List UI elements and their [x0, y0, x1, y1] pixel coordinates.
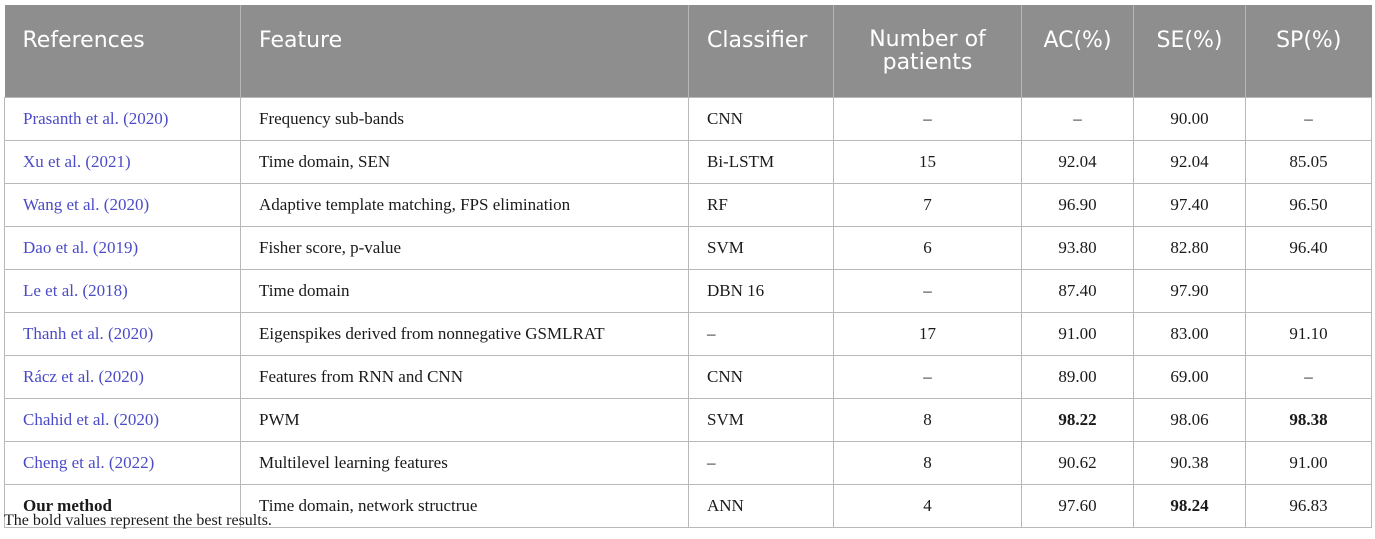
reference-cell[interactable] [5, 442, 241, 485]
se-cell: 92.04 [1134, 141, 1246, 184]
classifier-cell: Bi-LSTM [689, 141, 834, 184]
sp-cell: – [1246, 98, 1372, 141]
se-cell: 97.40 [1134, 184, 1246, 227]
reference-year-link[interactable]: 2020 [109, 195, 144, 214]
comparison-table [4, 5, 1372, 528]
reference-author-link[interactable]: Prasanth et al. ( [23, 109, 129, 128]
se-cell: 90.38 [1134, 442, 1246, 485]
table-row [5, 227, 1372, 270]
patients-cell: 4 [834, 485, 1022, 528]
sp-cell: 98.38 [1246, 399, 1372, 442]
sp-cell: 96.40 [1246, 227, 1372, 270]
feature-cell: Eigenspikes derived from nonnegative GSMLRAT [241, 313, 689, 356]
patients-cell: 8 [834, 442, 1022, 485]
patients-cell: 8 [834, 399, 1022, 442]
ac-cell: 87.40 [1022, 270, 1134, 313]
sp-cell: 91.00 [1246, 442, 1372, 485]
ac-cell: 90.62 [1022, 442, 1134, 485]
table-row [5, 184, 1372, 227]
se-cell: 90.00 [1134, 98, 1246, 141]
table-row [5, 270, 1372, 313]
table-row [5, 356, 1372, 399]
table-footnote: The bold values represent the best results. [4, 512, 272, 529]
classifier-cell: ANN [689, 485, 834, 528]
classifier-cell: DBN 16 [689, 270, 834, 313]
reference-author-link[interactable]: Xu et al. ( [23, 152, 91, 171]
classifier-cell: CNN [689, 356, 834, 399]
patients-cell: 17 [834, 313, 1022, 356]
reference-author-link[interactable]: Wang et al. ( [23, 195, 110, 214]
ac-cell: – [1022, 98, 1134, 141]
se-cell: 98.06 [1134, 399, 1246, 442]
ac-cell: 92.04 [1022, 141, 1134, 184]
feature-cell: Features from RNN and CNN [241, 356, 689, 399]
feature-cell: Time domain, SEN [241, 141, 689, 184]
reference-close-paren: ) [148, 453, 155, 472]
table-header-row [5, 5, 1372, 98]
reference-cell[interactable] [5, 98, 241, 141]
reference-author-link[interactable]: Chahid et al. ( [23, 410, 120, 429]
sp-cell: 91.10 [1246, 313, 1372, 356]
reference-year-link[interactable]: 2020 [113, 324, 148, 343]
patients-cell: 6 [834, 227, 1022, 270]
reference-cell[interactable] [5, 141, 241, 184]
header-sp: SP(%) [1246, 5, 1372, 98]
sp-cell: – [1246, 356, 1372, 399]
feature-cell: Fisher score, p-value [241, 227, 689, 270]
se-cell: 97.90 [1134, 270, 1246, 313]
classifier-cell: CNN [689, 98, 834, 141]
se-cell: 83.00 [1134, 313, 1246, 356]
se-cell: 98.24 [1134, 485, 1246, 528]
patients-cell: – [834, 356, 1022, 399]
ac-cell: 97.60 [1022, 485, 1134, 528]
table-row [5, 442, 1372, 485]
header-ac: AC(%) [1022, 5, 1134, 98]
reference-close-paren: ) [138, 367, 144, 386]
patients-cell: – [834, 98, 1022, 141]
reference-author-link[interactable]: Thanh et al. ( [23, 324, 114, 343]
comparison-table-container [4, 5, 1371, 528]
patients-cell: 15 [834, 141, 1022, 184]
sp-cell: 96.50 [1246, 184, 1372, 227]
reference-year-link[interactable]: 2018 [88, 281, 123, 300]
feature-cell: Time domain [241, 270, 689, 313]
header-se: SE(%) [1134, 5, 1246, 98]
reference-close-paren: ) [132, 238, 139, 257]
reference-close-paren: ) [162, 109, 169, 128]
reference-cell[interactable] [5, 270, 241, 313]
reference-year-link[interactable]: 2019 [98, 238, 133, 257]
reference-year-link[interactable]: 2021 [90, 152, 125, 171]
sp-cell: 96.83 [1246, 485, 1372, 528]
sp-cell [1246, 270, 1372, 313]
classifier-cell: – [689, 313, 834, 356]
se-cell: 69.00 [1134, 356, 1246, 399]
feature-cell: PWM [241, 399, 689, 442]
classifier-cell: SVM [689, 227, 834, 270]
patients-cell: – [834, 270, 1022, 313]
classifier-cell: – [689, 442, 834, 485]
header-references: References [5, 5, 241, 98]
header-number-of-patients: Number of patients [834, 5, 1022, 98]
reference-close-paren: ) [153, 410, 159, 429]
ac-cell: 89.00 [1022, 356, 1134, 399]
reference-close-paren: ) [124, 152, 131, 171]
reference-cell[interactable] [5, 184, 241, 227]
ac-cell: 91.00 [1022, 313, 1134, 356]
se-cell: 82.80 [1134, 227, 1246, 270]
ac-cell: 96.90 [1022, 184, 1134, 227]
classifier-cell: RF [689, 184, 834, 227]
table-row [5, 399, 1372, 442]
table-row [5, 313, 1372, 356]
reference-author-link[interactable]: Le et al. ( [23, 281, 89, 300]
sp-cell: 85.05 [1246, 141, 1372, 184]
reference-close-paren: ) [122, 281, 128, 300]
feature-cell: Multilevel learning features [241, 442, 689, 485]
ac-cell: 98.22 [1022, 399, 1134, 442]
reference-cell[interactable] [5, 313, 241, 356]
reference-author-link[interactable]: Dao et al. ( [23, 238, 99, 257]
reference-author-link[interactable]: Cheng et al. ( [23, 453, 115, 472]
reference-year-link[interactable]: 2020 [104, 367, 139, 386]
reference-cell[interactable] [5, 399, 241, 442]
reference-year-link[interactable]: 2020 [119, 410, 154, 429]
header-classifier: Classifier [689, 5, 834, 98]
reference-author-link[interactable]: Rácz et al. ( [23, 367, 105, 386]
reference-close-paren: ) [147, 324, 154, 343]
reference-year-link[interactable]: 2020 [128, 109, 163, 128]
our-method-reference-cell: Our method [5, 485, 241, 528]
feature-cell: Frequency sub-bands [241, 98, 689, 141]
ac-cell: 93.80 [1022, 227, 1134, 270]
table-row [5, 141, 1372, 184]
reference-year-link[interactable]: 2022 [114, 453, 149, 472]
feature-cell: Adaptive template matching, FPS elimination [241, 184, 689, 227]
reference-close-paren: ) [143, 195, 150, 214]
feature-cell: Time domain, network structrue [241, 485, 689, 528]
patients-cell: 7 [834, 184, 1022, 227]
reference-cell[interactable] [5, 227, 241, 270]
header-feature: Feature [241, 5, 689, 98]
reference-cell[interactable] [5, 356, 241, 399]
table-row [5, 98, 1372, 141]
classifier-cell: SVM [689, 399, 834, 442]
